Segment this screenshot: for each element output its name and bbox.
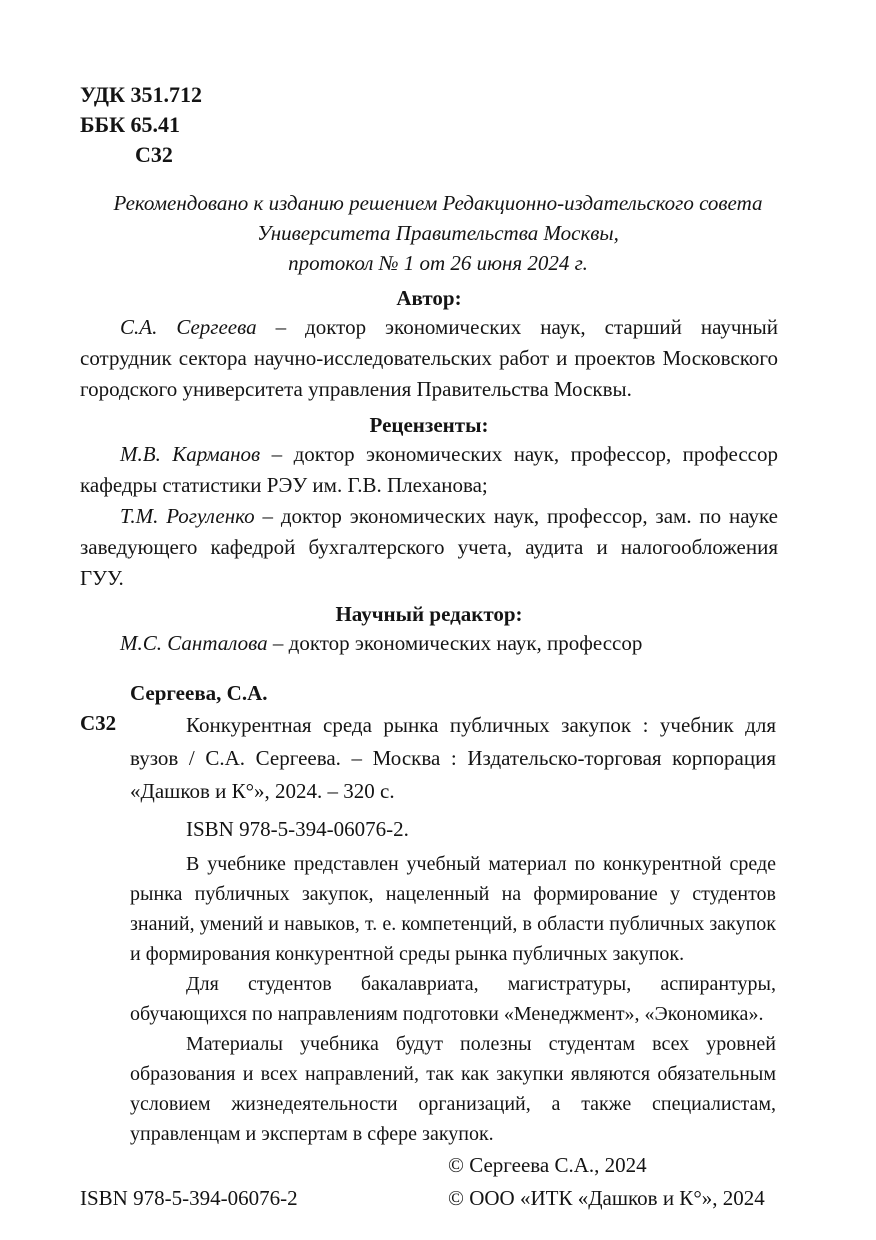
classification-block: [80, 80, 876, 170]
recommendation-line-3: протокол № 1 от 26 июня 2024 г.: [288, 251, 588, 275]
reviewer-paragraph: [80, 439, 778, 501]
author-description: – доктор экономических наук, старший научный сотрудник сектора научно-исследовательских работ и проектов Московского городского университета управления Правительства Москвы.: [80, 315, 778, 401]
catalog-author-sign: С32: [80, 711, 117, 735]
editor-name: М.С. Санталова: [120, 631, 268, 655]
reviewer-description: – доктор экономических наук, профессор, профессор кафедры статистики РЭУ им. Г.В. Плеханова;: [80, 442, 778, 497]
imprint-footer: [80, 1149, 796, 1215]
udk-number: УДК 351.712: [80, 82, 203, 107]
author-paragraph: [80, 312, 778, 405]
catalog-card: [80, 679, 776, 1149]
reviewer-name: Т.М. Рогуленко: [120, 504, 255, 528]
isbn-line: ISBN 978-5-394-06076-2.: [186, 817, 409, 841]
author-section-heading: Автор:: [396, 286, 462, 310]
reviewer-name: М.В. Карманов: [120, 442, 261, 466]
reviewer-description: – доктор экономических наук, профессор, зам. по науке заведующего кафедрой бухгалтерского учета, аудита и налогообложения ГУУ.: [80, 504, 778, 590]
editor-paragraph: [80, 628, 778, 659]
annotation-paragraph: Для студентов бакалавриата, магистратуры, аспирантуры, обучающихся по направлениям подготовки «Менеджмент», «Экономика».: [130, 973, 776, 1025]
bibliographic-description: Конкурентная среда рынка публичных закупок : учебник для вузов / С.А. Сергеева. – Москва : Издательско-торговая корпорация «Дашков и К°», 2024. – 320 с.: [130, 713, 776, 803]
author-name: С.А. Сергеева: [120, 315, 257, 339]
reviewers-section-heading: Рецензенты:: [369, 413, 489, 437]
catalog-card-body: [80, 709, 776, 1149]
annotation-paragraph: Материалы учебника будут полезны студентам всех уровней образования и всех направлений, так как закупки являются обязательным условием жизнедеятельности организаций, а также специалистам, управленцам и экспертам в сфере закупок.: [130, 1033, 776, 1145]
editor-section-heading: Научный редактор:: [335, 602, 523, 626]
footer-isbn: ISBN 978-5-394-06076-2: [80, 1186, 298, 1210]
author-sign-code: С32: [135, 142, 173, 167]
recommendation-line-2: Университета Правительства Москвы,: [257, 221, 619, 245]
copyright-publisher: © ООО «ИТК «Дашков и К°», 2024: [448, 1186, 765, 1210]
reviewer-paragraph: [80, 501, 778, 594]
editor-description: – доктор экономических наук, профессор: [267, 631, 643, 655]
annotation-paragraph: В учебнике представлен учебный материал по конкурентной среде рынка публичных закупок, нацеленный на формирование у студентов знаний, умений и навыков, т. е. компетенций, в области публичных закупок и формирования конкурентной среды рынка публичных закупок.: [130, 853, 776, 965]
recommendation-line-1: Рекомендовано к изданию решением Редакционно-издательского совета: [113, 191, 763, 215]
copyright-block: [448, 1149, 765, 1215]
catalog-author-heading: Сергеева, С.А.: [130, 681, 268, 705]
bbk-number: ББК 65.41: [80, 112, 181, 137]
recommendation-note: [80, 188, 796, 278]
copyright-author: © Сергеева С.А., 2024: [448, 1153, 647, 1177]
